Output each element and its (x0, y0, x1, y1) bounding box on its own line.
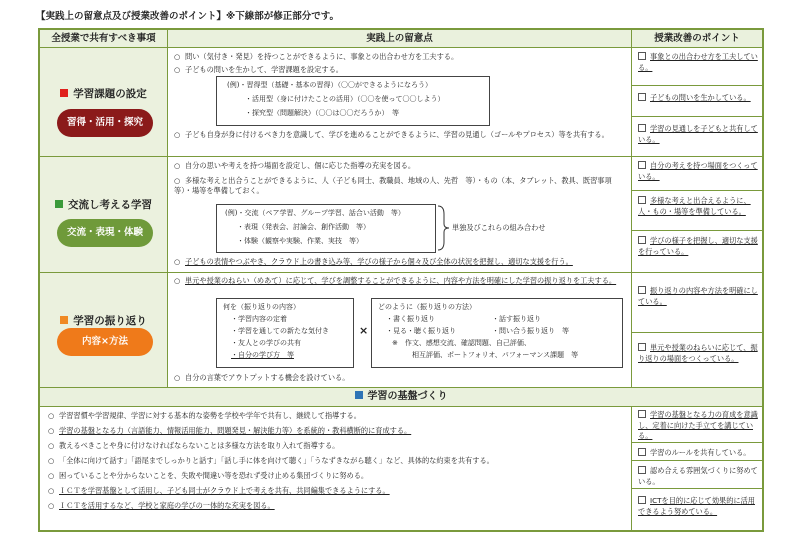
example-line: (例)・交流（ペア学習、グループ学習、話合い活動 等） (225, 209, 405, 217)
practice-point: ○ 子どもの表情やつぶやき、クラウド上の書き込み等、学びの様子から個々及び全体の状況を把握し、適切な支援を行う。 (174, 257, 573, 266)
section-title: 交流し考える学習 (40, 197, 167, 212)
blue-square-icon (355, 391, 363, 399)
example-line: ・表現（発表会、討論会、創作活動 等） (237, 223, 370, 231)
improvement-point: 子どもの問いを生かしている。 (638, 93, 758, 104)
how-item: ※ 作文、感想交流、確認問題、自己評価、 (392, 339, 531, 347)
example-line: ・体験（観察や実験、作業、実技 等） (237, 237, 363, 245)
example-box (216, 76, 490, 126)
improvement-point: 単元や授業のねらいに応じて、振り返りの場面をつくっている。 (638, 343, 758, 363)
divider (632, 488, 762, 489)
how-item: ・見る・聴く振り返り (386, 327, 456, 335)
section-pill: 交流・表現・体験 (57, 219, 153, 247)
practice-point: ○ 単元や授業のねらい（めあて）に応じて、学びを調整することができるように、内容や方法を明確にした学習の振り返りを工夫する。 (174, 276, 617, 285)
divider (40, 272, 762, 273)
example-line: ・探究型（問題解決）（〇〇は〇〇だろうか） 等 (245, 109, 399, 117)
reflection-what-box (216, 298, 354, 368)
improvement-point: 自分の考えを持つ場面をつくっている。 (638, 161, 758, 181)
brace-icon (436, 204, 450, 252)
checkbox-icon (638, 410, 646, 418)
section-title: 学習の振り返り (40, 313, 167, 328)
divider (632, 332, 762, 333)
improvement-point: 学習の見通しを子どもと共有している。 (638, 124, 758, 144)
example-line: ・活用型（身に付けたことの活用）（〇〇を使って〇〇しよう） (245, 95, 445, 103)
checkbox-icon (638, 93, 646, 101)
section-pill: 習得・活用・探究 (57, 109, 153, 137)
guidelines-table (38, 28, 764, 532)
header-practice-points: 実践上の留意点 (168, 30, 631, 48)
example-box (216, 204, 436, 253)
how-item: ・問い合う振り返り 等 (492, 327, 569, 335)
improvement-point: 多様な考えと出合えるように、人・もの・場等を準備している。 (638, 196, 751, 216)
example-line: (例)・習得型（基礎・基本の習得）（〇〇ができるようになろう） (227, 81, 432, 89)
practice-point: ○ 子どもの問いを生かして、学習課題を設定する。 (174, 65, 343, 74)
divider (167, 30, 168, 387)
checkbox-icon (638, 124, 646, 132)
foundation-point: ○ 教えるべきことや身に付けなければならないことは多様な方法を取り入れて指導する。 (48, 441, 340, 450)
reflection-how-box (371, 298, 623, 368)
section-pill: 内容×方法 (57, 328, 153, 356)
foundation-point: ○ 困っていることや分からないことを、失敗や間違い等を恐れず受け止める集団づくりに努める。 (48, 471, 369, 480)
divider (632, 442, 762, 443)
what-title: 何を（振り返りの内容） (223, 303, 300, 311)
improvement-point: 振り返りの内容や方法を明確にしている。 (638, 286, 758, 306)
how-title: どのように（振り返りの方法） (378, 303, 476, 311)
section-title: 学習課題の設定 (40, 86, 167, 101)
improvement-point: 学習の基盤となる力の育成を意識し、定着に向けた手立てを講じている。 (638, 410, 758, 440)
what-item: ・自分の学び方 等 (231, 351, 294, 359)
checkbox-icon (638, 343, 646, 351)
checkbox-icon (638, 466, 646, 474)
what-item: ・学習を通しての新たな気付き (231, 327, 329, 335)
improvement-point: 事象との出合わせ方を工夫している。 (638, 52, 758, 72)
how-item: ・書く振り返り (386, 315, 435, 323)
divider (632, 190, 762, 191)
checkbox-icon (638, 52, 646, 60)
improvement-point: 学習のルールを共有している。 (638, 448, 758, 459)
times-sign: × (359, 324, 369, 337)
improvement-point: ICTを目的に応じて効果的に活用できるよう努めている。 (638, 496, 755, 516)
page-caption: 【実践上の留意点及び授業改善のポイント】※下線部が修正部分です。 (36, 11, 339, 22)
checkbox-icon (638, 161, 646, 169)
orange-square-icon (60, 316, 68, 324)
how-item: ・話す振り返り (492, 315, 541, 323)
what-item: ・学習内容の定着 (231, 315, 287, 323)
practice-point: ○ 多様な考えと出合うことができるように、人（子ども同士、教職員、地域の人、先哲 等）・もの（本、タブレット、教具、既習事項等）・場等を準備しておく。 (174, 176, 612, 195)
divider (632, 460, 762, 461)
foundation-point: ○ 学習習慣や学習規律、学習に対する基本的な姿勢を学校や学年で共有し、継続して指導する。 (48, 411, 361, 420)
improvement-point: 認め合える雰囲気づくりに努めている。 (638, 466, 758, 486)
foundation-point: ○ 「全体に向けて話す」「語尾までしっかりと話す」「話し手に体を向けて聴く」「うなずきながら聴く」など、具体的な約束を共有する。 (48, 456, 494, 465)
red-square-icon (60, 89, 68, 97)
header-shared-items: 全授業で共有すべき事項 (40, 30, 167, 48)
divider (632, 116, 762, 117)
how-item: 相互評価、ポートフォリオ、パフォーマンス課題 等 (412, 351, 579, 359)
foundation-point: ○ ＩＣＴを学習基盤として活用し、子ども同士がクラウド上で考えを共有、共同編集できるようにする。 (48, 486, 390, 495)
practice-point: ○ 子ども自身が身に付けるべき力を意識して、学びを進めることができるように、学習の見通し（ゴールやプロセス）等を共有する。 (174, 130, 609, 139)
header-improvement-points: 授業改善のポイント (632, 30, 762, 48)
checkbox-icon (638, 286, 646, 294)
practice-point: ○ 自分の言葉でアウトプットする機会を設けている。 (174, 373, 350, 382)
green-square-icon (55, 200, 63, 208)
brace-note: 単独及びこれらの組み合わせ (452, 223, 546, 232)
foundation-point: ○ ＩＣＴを活用するなど、学校と家庭の学びの一体的な充実を図る。 (48, 501, 275, 510)
checkbox-icon (638, 236, 646, 244)
divider (631, 30, 632, 530)
foundation-point: ○ 学習の基盤となる力（言語能力、情報活用能力、問題発見・解決能力等）を系統的・教科横断的に育成する。 (48, 426, 412, 435)
checkbox-icon (638, 496, 646, 504)
divider (632, 85, 762, 86)
checkbox-icon (638, 196, 646, 204)
foundation-header: 学習の基盤づくり (40, 387, 762, 407)
practice-point: ○ 自分の思いや考えを持つ場面を設定し、個に応じた指導の充実を図る。 (174, 161, 416, 170)
practice-point: ○ 問い（気付き・発見）を持つことができるように、事象との出合わせ方を工夫する。 (174, 52, 459, 61)
divider (40, 156, 762, 157)
checkbox-icon (638, 448, 646, 456)
improvement-point: 学びの様子を把握し、適切な支援を行っている。 (638, 236, 758, 256)
what-item: ・友人との学びの共有 (231, 339, 301, 347)
divider (632, 230, 762, 231)
